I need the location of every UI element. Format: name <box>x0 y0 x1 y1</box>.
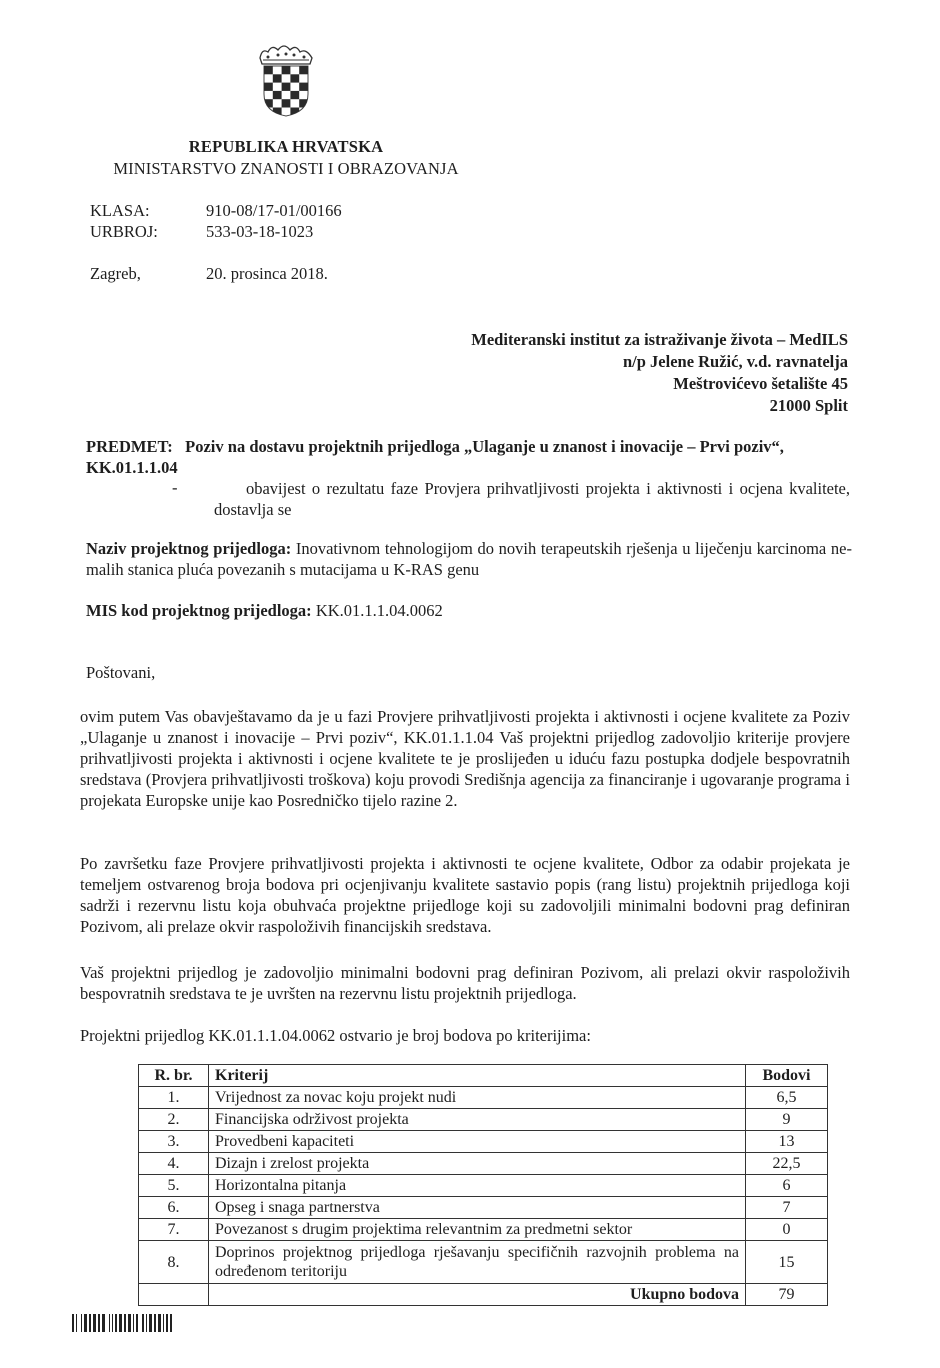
row-no: 7. <box>139 1219 209 1241</box>
scores-table <box>138 1064 828 1306</box>
table-row <box>139 1109 828 1131</box>
row-points: 6 <box>746 1175 828 1197</box>
croatian-coat-of-arms-icon <box>254 42 318 118</box>
table-row <box>139 1131 828 1153</box>
ministry-heading: MINISTARSTVO ZNANOSTI I OBRAZOVANJA <box>113 159 459 178</box>
total-label: Ukupno bodova <box>209 1284 746 1306</box>
row-no: 2. <box>139 1109 209 1131</box>
paragraph-1: ovim putem Vas obavještavamo da je u fazi Provjere prihvatljivosti projekta i aktivnosti i ocjene kvalitete za Poziv „Ulaganje u znanost i inovacije – Prvi poziv“, KK.01.1.1.04 Vaš projektni prijedlog zadovoljio kriterije provjere prihvatljivosti projekta i aktivnosti i ocjene kvalitete te je proslijeđen u iduću fazu postupka dodjele bespovratnih sredstava (Provjera prihvatljivosti troškova) koju provodi Središnja agencija za financiranje i ugovaranje programa i projekata Europske unije kao Posredničko tijelo razine 2. <box>80 707 850 810</box>
table-header-row <box>139 1065 828 1087</box>
table-row <box>139 1219 828 1241</box>
header-criterion: Kriterij <box>209 1065 746 1087</box>
header-points: Bodovi <box>746 1065 828 1087</box>
table-total-row <box>139 1284 828 1306</box>
row-no: 1. <box>139 1087 209 1109</box>
recipient-line-2: n/p Jelene Ružić, v.d. ravnatelja <box>622 352 848 371</box>
row-criterion: Doprinos projektnog prijedloga rješavanju specifičnih razvojnih problema na određenom teritoriju <box>209 1241 746 1284</box>
subject-text: Poziv na dostavu projektnih prijedloga „Ulaganje u znanost i inovacije – Prvi poziv“, KK.01.1.1.04 <box>86 437 784 477</box>
subject-label: PREDMET: <box>86 437 173 456</box>
row-no: 4. <box>139 1153 209 1175</box>
row-points: 15 <box>746 1241 828 1284</box>
recipient-line-3: Meštrovićevo šetalište 45 <box>673 374 848 393</box>
salutation: Poštovani, <box>86 663 156 682</box>
row-criterion: Dizajn i zrelost projekta <box>209 1153 746 1175</box>
urbroj-label: URBROJ: <box>90 222 158 241</box>
urbroj-value: 533-03-18-1023 <box>206 222 314 241</box>
row-points: 9 <box>746 1109 828 1131</box>
subject-subtext <box>214 478 850 520</box>
project-mis-label: MIS kod projektnog prijedloga: <box>86 601 312 620</box>
table-row <box>139 1087 828 1109</box>
place-label: Zagreb, <box>90 264 141 283</box>
project-name <box>86 538 852 580</box>
row-criterion: Financijska održivost projekta <box>209 1109 746 1131</box>
project-name-label: Naziv projektnog prijedloga: <box>86 539 292 558</box>
project-mis-value: KK.01.1.1.04.0062 <box>315 601 443 620</box>
row-criterion: Vrijednost za novac koju projekt nudi <box>209 1087 746 1109</box>
header-no: R. br. <box>139 1065 209 1087</box>
row-points: 22,5 <box>746 1153 828 1175</box>
row-criterion: Horizontalna pitanja <box>209 1175 746 1197</box>
subject <box>86 436 852 478</box>
row-criterion: Povezanost s drugim projektima relevantnim za predmetni sektor <box>209 1219 746 1241</box>
subject-dash: - <box>172 478 178 497</box>
total-empty-cell <box>139 1284 209 1306</box>
klasa-value: 910-08/17-01/00166 <box>206 201 342 220</box>
row-no: 6. <box>139 1197 209 1219</box>
row-points: 7 <box>746 1197 828 1219</box>
table-row <box>139 1175 828 1197</box>
paragraph-3: Vaš projektni prijedlog je zadovoljio minimalni bodovni prag definiran Pozivom, ali prelazi okvir raspoloživih bespovratnih sredstava te je uvršten na rezervnu listu projektnih prijedloga. <box>80 963 850 1003</box>
recipient-line-1: Mediteranski institut za istraživanje života – MedILS <box>471 330 848 349</box>
row-no: 5. <box>139 1175 209 1197</box>
row-points: 0 <box>746 1219 828 1241</box>
table-row <box>139 1197 828 1219</box>
row-criterion: Provedbeni kapaciteti <box>209 1131 746 1153</box>
klasa-label: KLASA: <box>90 201 150 220</box>
row-points: 6,5 <box>746 1087 828 1109</box>
country-heading: REPUBLIKA HRVATSKA <box>188 137 384 156</box>
barcode-icon <box>72 1314 174 1332</box>
total-value: 79 <box>746 1284 828 1306</box>
row-no: 3. <box>139 1131 209 1153</box>
table-intro: Projektni prijedlog KK.01.1.1.04.0062 ostvario je broj bodova po kriterijima: <box>80 1026 591 1045</box>
paragraph-2: Po završetku faze Provjere prihvatljivosti projekta i aktivnosti te ocjene kvalitete, Odbor za odabir projekata je temeljem ostvarenog broja bodova pri ocjenjivanju kvalitete sastavio popis (rang listu) projektnih prijedloga koji sadrži i rezervnu listu koja obuhvaća projektne prijedloge koji su zadovoljili minimalni bodovni prag definiran Pozivom, ali prelaze okvir raspoloživih financijskih sredstava. <box>80 854 850 936</box>
row-no: 8. <box>139 1241 209 1284</box>
table-row <box>139 1153 828 1175</box>
recipient-line-4: 21000 Split <box>769 396 848 415</box>
row-points: 13 <box>746 1131 828 1153</box>
project-name-value: Inovativnom tehnologijom do novih terapeutskih rješenja u liječenju karcinoma ne-malih stanica pluća povezanih s mutacijama u K-RAS genu <box>86 539 852 579</box>
subject-subtext-value: obavijest o rezultatu faze Provjera prihvatljivosti projekta i aktivnosti i ocjena kvalitete, dostavlja se <box>214 479 851 519</box>
project-mis <box>86 600 852 621</box>
recipient-address <box>471 329 848 417</box>
table-row <box>139 1241 828 1284</box>
date-value: 20. prosinca 2018. <box>206 264 328 283</box>
row-criterion: Opseg i snaga partnerstva <box>209 1197 746 1219</box>
